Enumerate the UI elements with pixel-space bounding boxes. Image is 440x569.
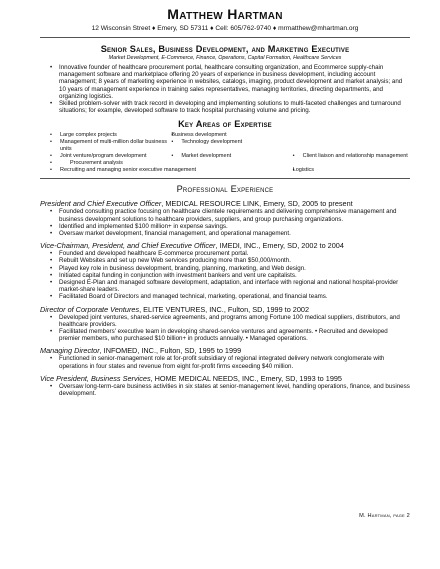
job-title: Vice President, Business Services <box>40 373 151 383</box>
skill-item: • Technology development <box>171 139 288 153</box>
skill-item: • Large complex projects <box>50 132 167 139</box>
list-item: • Oversaw long-term-care business activities in six states at senior-management level, handling operations, finance, and business development. <box>50 383 410 397</box>
header-divider <box>40 37 410 38</box>
skill-item: • Business development <box>171 132 288 139</box>
experience-section <box>40 184 410 397</box>
list-item: • Innovative founder of healthcare procurement portal, healthcare consulting organization, and Ecommerce supply-chain management software and marketplace offering 20 years of experience in business development, including account management; 8 years of marketing experience in websites, catalogs, imaging, product development and market analysis; and 10 years of management experience in training sales representatives, managing territories, directing departments, and organizing logistics. <box>50 64 410 100</box>
summary-section <box>40 44 410 114</box>
skill-item: • Joint venture/program development <box>50 153 167 160</box>
list-item: • Developed joint ventures, shared-service agreements, and programs among Fortune 100 medical suppliers, distributors, and healthcare providers. <box>50 314 410 328</box>
list-item: • Designed E-Plan and managed software development, adaptation, and interface with regional and national hospital-provider market-share leaders. <box>50 279 410 293</box>
job-company: , ELITE VENTURES, INC., Fulton, SD, 1999 to 2002 <box>139 304 310 314</box>
job-title: Managing Director <box>40 346 100 356</box>
list-item: • Functioned in senior-management role at for-profit subsidiary of regional integrated delivery network conglomerate with operations in four states and revenue from eight for-profit firms exceeding $40 million. <box>50 355 410 369</box>
list-item: • Initiated capital funding in conjunction with investment bankers and vent ure capitalists. <box>50 272 410 279</box>
skill-item: • Management of multi-million dollar business units <box>50 139 167 153</box>
job-entry <box>40 241 410 300</box>
expertise-title: Key Areas of Expertise <box>178 119 272 130</box>
list-item: • Rebuilt Websites and set up new Web services producing more than $50,000/month. <box>50 257 410 264</box>
job-bullets <box>40 314 410 343</box>
job-title: Director of Corporate Ventures <box>40 304 140 314</box>
job-bullets <box>40 355 410 369</box>
job-heading <box>40 241 410 250</box>
list-item: • Founded consulting practice focusing on healthcare clientele requirements and delivering comprehensive management and business development solutions to healthcare providers, suppliers, and group purchasing organizations. <box>50 208 410 222</box>
job-company: , HOME MEDICAL NEEDS, INC., Emery, SD, 1993 to 1995 <box>150 373 342 383</box>
job-heading <box>40 374 410 383</box>
job-bullets <box>40 208 410 237</box>
expertise-section <box>40 119 410 174</box>
list-item: • Facilitated members' executive team in developing shared-service ventures and agreements. • Recruited and developed premier members, who purchased $10 billion+ in products annually. • Managed operations. <box>50 328 410 342</box>
skill-item: • Market development <box>171 153 288 160</box>
section-divider <box>40 178 410 179</box>
job-company: , IMEDI, INC., Emery, SD, 2002 to 2004 <box>215 241 344 251</box>
list-item: • Played key role in business development, branding, planning, marketing, and Web design. <box>50 265 410 272</box>
contact-line: 12 Wisconsin Street ♦ Emery, SD 57311 ♦ Cell: 605/762-9740 ♦ mrmatthew@mhartman.org <box>91 25 359 32</box>
job-title: President and Chief Executive Officer <box>40 199 162 209</box>
summary-bullets <box>40 64 410 114</box>
job-title: Vice-Chairman, President, and Chief Executive Officer <box>40 241 216 251</box>
job-heading <box>40 346 410 355</box>
job-bullets <box>40 383 410 397</box>
list-item: • Facilitated Board of Directors and managed technical, marketing, operational, and financial teams. <box>50 293 410 300</box>
page-footer: M. Hartman, page 2 <box>359 513 410 519</box>
summary-subtitle: Market Development, E-Commerce, Finance, Operations, Capital Formation, Healthcare Services <box>108 55 342 61</box>
job-entry <box>40 199 410 237</box>
job-entry <box>40 374 410 397</box>
job-bullets <box>40 250 410 300</box>
skill-item: • Logistics <box>293 167 410 174</box>
job-company: , MEDICAL RESOURCE LINK, Emery, SD, 2005 to present <box>161 199 353 209</box>
job-company: , INFOMED, INC., Fulton, SD, 1995 to 1999 <box>99 346 242 356</box>
job-entry <box>40 346 410 369</box>
list-item: • Oversaw market development, financial management, and operational management. <box>50 230 410 237</box>
list-item: • Identified and implemented $100 million+ in expense savings. <box>50 223 410 230</box>
candidate-name: Matthew Hartman <box>167 6 283 22</box>
expertise-grid <box>50 132 410 174</box>
skill-item: • Procurement analysis <box>50 160 167 167</box>
job-entry <box>40 305 410 343</box>
job-heading <box>40 305 410 314</box>
list-item: • Skilled problem-solver with track record in developing and implementing solutions to multi-faceted challenges and turnaround situations; for example, developed software to track hospital purchasing volume and pricing. <box>50 100 410 114</box>
job-heading <box>40 199 410 208</box>
skill-item: • Client liaison and relationship management <box>293 153 410 160</box>
summary-title: Senior Sales, Business Development, and Marketing Executive <box>100 44 350 54</box>
experience-title: Professional Experience <box>176 184 274 195</box>
skill-item: • Recruiting and managing senior executive management <box>50 167 289 174</box>
list-item: • Founded and developed healthcare E-commerce procurement portal. <box>50 250 410 257</box>
